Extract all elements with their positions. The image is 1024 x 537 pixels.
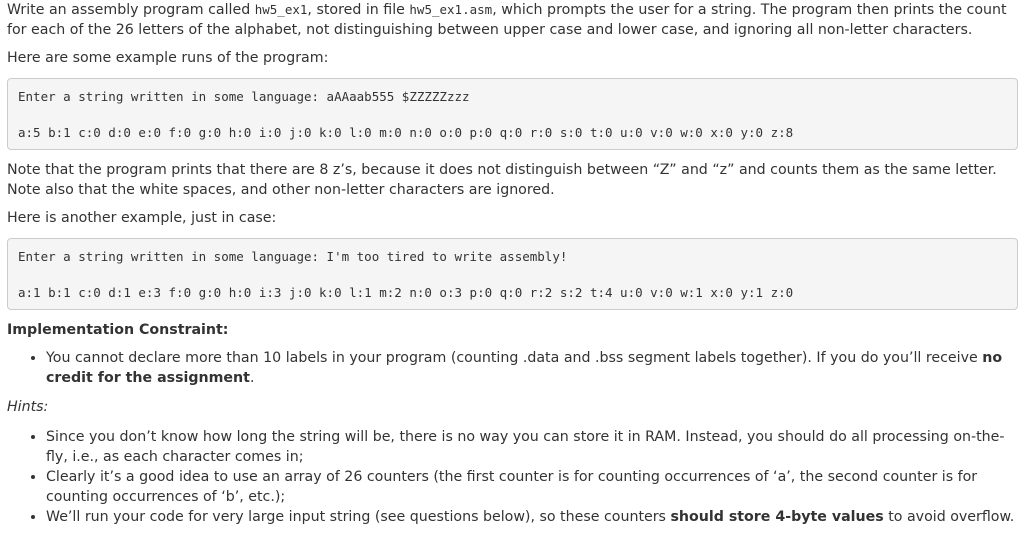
intro-paragraph: [7, 0, 1018, 40]
example-1-input: Enter a string written in some language: aAAaab555 $ZZZZZzzz: [18, 89, 470, 104]
intro-text-1: Write an assembly program called: [7, 2, 255, 18]
hint-3-end: to avoid overflow.: [883, 509, 1015, 525]
hints-list: [7, 427, 1018, 527]
constraint-bold: no credit for the assignment: [46, 350, 1003, 386]
file-name-code: hw5_ex1.asm: [409, 2, 493, 17]
intro-text-2: , stored in file: [307, 2, 410, 18]
example-1-output: a:5 b:1 c:0 d:0 e:0 f:0 g:0 h:0 i:0 j:0 k:0 l:0 m:0 n:0 o:0 p:0 q:0 r:0 s:0 t:0 u:0 v:0 w:0 x:0 y:0 z:8: [18, 125, 794, 140]
constraint-item: [46, 348, 1018, 388]
example-run-1: [7, 78, 1018, 150]
hint-3-bold: should store 4-byte values: [670, 509, 884, 525]
constraint-list: [7, 348, 1018, 388]
constraint-text: You cannot declare more than 10 labels in your program (counting .data and .bss segment labels together). If you do you’ll receive: [46, 350, 983, 366]
hint-3-text: We’ll run your code for very large input string (see questions below), so these counters: [46, 509, 671, 525]
hint-item: • Since you don’t know how long the string will be, there is no way you can store it in RAM. Instead, you should do all processing on-the-fly, i.e., as each character comes in;: [46, 427, 1018, 467]
hints-heading: Hints:: [7, 399, 49, 415]
example-2-input: Enter a string written in some language: I'm too tired to write assembly!: [18, 249, 568, 264]
constraint-heading: Implementation Constraint:: [7, 322, 229, 338]
example-2-output: a:1 b:1 c:0 d:1 e:3 f:0 g:0 h:0 i:3 j:0 k:0 l:1 m:2 n:0 o:3 p:0 q:0 r:2 s:2 t:4 u:0 v:0 w:1 x:0 y:1 z:0: [18, 285, 794, 300]
constraint-end: .: [249, 370, 255, 386]
hint-item: • Clearly it’s a good idea to use an array of 26 counters (the first counter is for counting occurrences of ‘a’, the second counter is for counting occurrences of ‘b’, etc.);: [46, 467, 1018, 507]
examples-intro: Here are some example runs of the program:: [7, 50, 329, 66]
intro-text-3: , which prompts the user for a string. The program then prints the count for each of the 26 letters of the alphabet, not distinguishing between upper case and lower case, and ignoring all non-letter characters.: [7, 2, 1007, 38]
note-paragraph: Note that the program prints that there are 8 z’s, because it does not distinguish between “Z” and “z” and counts them as the same letter. Note also that the white spaces, and other non-letter characters are ignored.: [7, 162, 997, 198]
hint-item: [46, 507, 1018, 527]
another-example-text: Here is another example, just in case:: [7, 210, 277, 226]
program-name-code: hw5_ex1: [254, 2, 308, 17]
example-run-2: [7, 238, 1018, 310]
